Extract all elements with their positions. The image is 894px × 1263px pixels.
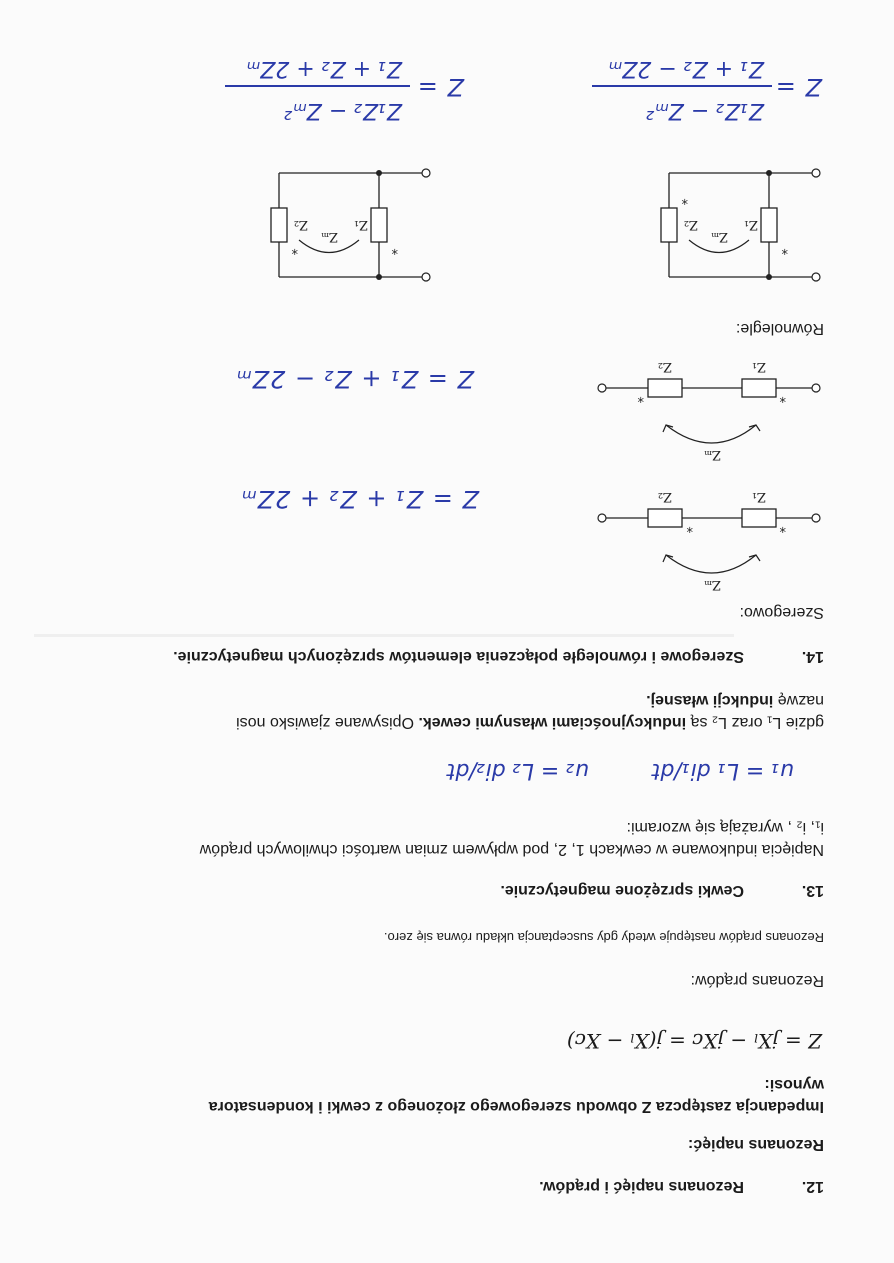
current-resonance-text: Rezonans prądów następuje wtedy gdy susceptancja układu równa się zero. xyxy=(383,930,824,945)
s13-number: 13. xyxy=(801,882,824,899)
impedance-formula: Z = jXₗ − jXᴄ = j(Xₗ − Xᴄ) xyxy=(566,1029,822,1053)
handwritten-u1-formula: u₁ = L₁ di₁/dt xyxy=(651,758,794,783)
node-bottom xyxy=(376,170,382,176)
s14-number: 14. xyxy=(801,648,824,665)
s12-number: 12. xyxy=(801,1178,824,1195)
dot-marker-1: * xyxy=(779,519,786,534)
z2-label: Z₂ xyxy=(293,217,308,232)
dot-marker-2: * xyxy=(681,191,688,206)
parallel-formula-2 xyxy=(204,43,464,123)
z1-label: Z₁ xyxy=(353,217,368,232)
z2-element xyxy=(271,208,287,242)
fraction-numerator: Z₁Z₂ − Zₘ² xyxy=(284,98,402,123)
voltage-resonance-heading: Rezonans napięć: xyxy=(687,1136,824,1153)
terminal-right xyxy=(598,384,606,392)
dot-marker-2: * xyxy=(291,241,298,256)
fraction-denominator: Z₁ + Z₂ − 2Zₘ xyxy=(608,56,764,81)
s13-title: Cewki sprzężone magnetycznie. xyxy=(500,882,744,899)
z1-label: Z₁ xyxy=(743,217,758,232)
series-heading: Szeregowo: xyxy=(739,604,824,621)
z2-element xyxy=(648,379,682,397)
coupling-arrow xyxy=(666,555,756,573)
dot-marker-1: * xyxy=(779,389,786,404)
zm-label: Zₘ xyxy=(703,577,721,592)
z2-element xyxy=(661,208,677,242)
dot-marker-1: * xyxy=(781,241,788,256)
s13-line3-post: Opisywane zjawisko nosi xyxy=(236,714,419,731)
s14-title: Szeregowe i równoległe połączenia elementów sprzężonych magnetycznie. xyxy=(173,648,744,665)
z2-label: Z₂ xyxy=(657,359,672,374)
parallel-formula-1 xyxy=(582,43,822,123)
arrowhead-left xyxy=(749,425,760,431)
series-circuit-1 xyxy=(594,483,824,593)
terminal-right xyxy=(598,514,606,522)
z-equals: Z = xyxy=(774,73,822,101)
handwritten-u2-formula: u₂ = L₂ di₂/dt xyxy=(446,758,589,783)
series-formula-1: Z = Z₁ + Z₂ + 2Zₘ xyxy=(240,485,479,513)
dot-marker-1: * xyxy=(391,241,398,256)
z1-label: Z₁ xyxy=(751,489,766,504)
terminal-top xyxy=(812,273,820,281)
scan-smudge xyxy=(34,634,734,637)
z1-element xyxy=(742,509,776,527)
arrowhead-left xyxy=(749,555,760,561)
s13-line4-pre: nazwę xyxy=(773,692,824,709)
impedance-text-line1: Impedancja zastępcza Z obwodu szeregowego złożonego z cewki i kondensatora xyxy=(208,1098,824,1115)
parallel-circuit-1 xyxy=(654,165,824,285)
z1-element xyxy=(371,208,387,242)
s13-line4-bold: indukcji własnej. xyxy=(646,692,774,709)
s12-title: Rezonans napięć i prądów. xyxy=(539,1178,744,1195)
fraction-numerator: Z₁Z₂ − Zₘ² xyxy=(646,98,764,123)
zm-label: Zₘ xyxy=(703,447,721,462)
node-top xyxy=(376,274,382,280)
fraction-bar xyxy=(225,85,410,87)
coupling-arrow xyxy=(666,425,756,443)
dot-marker-2: * xyxy=(686,519,693,534)
z-equals: Z = xyxy=(416,73,464,101)
current-resonance-heading: Rezonans prądów: xyxy=(690,972,824,989)
terminal-top xyxy=(422,273,430,281)
s13-line3-bold: indukcyjnościami własnymi cewek. xyxy=(418,714,687,731)
s13-line3-pre: gdzie L₁ oraz L₂ są xyxy=(686,714,824,731)
terminal-left xyxy=(812,514,820,522)
fraction-denominator: Z₁ + Z₂ + 2Zₘ xyxy=(246,56,402,81)
terminal-bottom xyxy=(812,169,820,177)
impedance-text-line2: wynosi: xyxy=(764,1076,824,1093)
zm-label: Zₘ xyxy=(710,229,728,244)
z1-element xyxy=(742,379,776,397)
series-formula-2: Z = Z₁ + Z₂ − 2Zₘ xyxy=(235,365,474,393)
z2-label: Z₂ xyxy=(657,489,672,504)
z1-label: Z₁ xyxy=(751,359,766,374)
z2-element xyxy=(648,509,682,527)
s13-text-line4 xyxy=(646,691,824,709)
parallel-circuit-2 xyxy=(264,165,434,285)
terminal-bottom xyxy=(422,169,430,177)
node-top xyxy=(766,274,772,280)
zm-label: Zₘ xyxy=(320,229,338,244)
s13-text-line3 xyxy=(236,713,824,731)
terminal-left xyxy=(812,384,820,392)
parallel-heading: Równolegle: xyxy=(735,320,824,337)
dot-marker-2: * xyxy=(637,389,644,404)
fraction-bar xyxy=(592,85,772,87)
series-circuit-2 xyxy=(594,353,824,463)
z1-element xyxy=(761,208,777,242)
z2-label: Z₂ xyxy=(683,217,698,232)
node-bottom xyxy=(766,170,772,176)
s13-text-line2: i₁, i₂ , wyrażają się wzorami: xyxy=(626,819,824,836)
s13-text-line1: Napięcia indukowane w cewkach 1, 2, pod wpływem zmian wartości chwilowych prądów xyxy=(199,841,824,858)
